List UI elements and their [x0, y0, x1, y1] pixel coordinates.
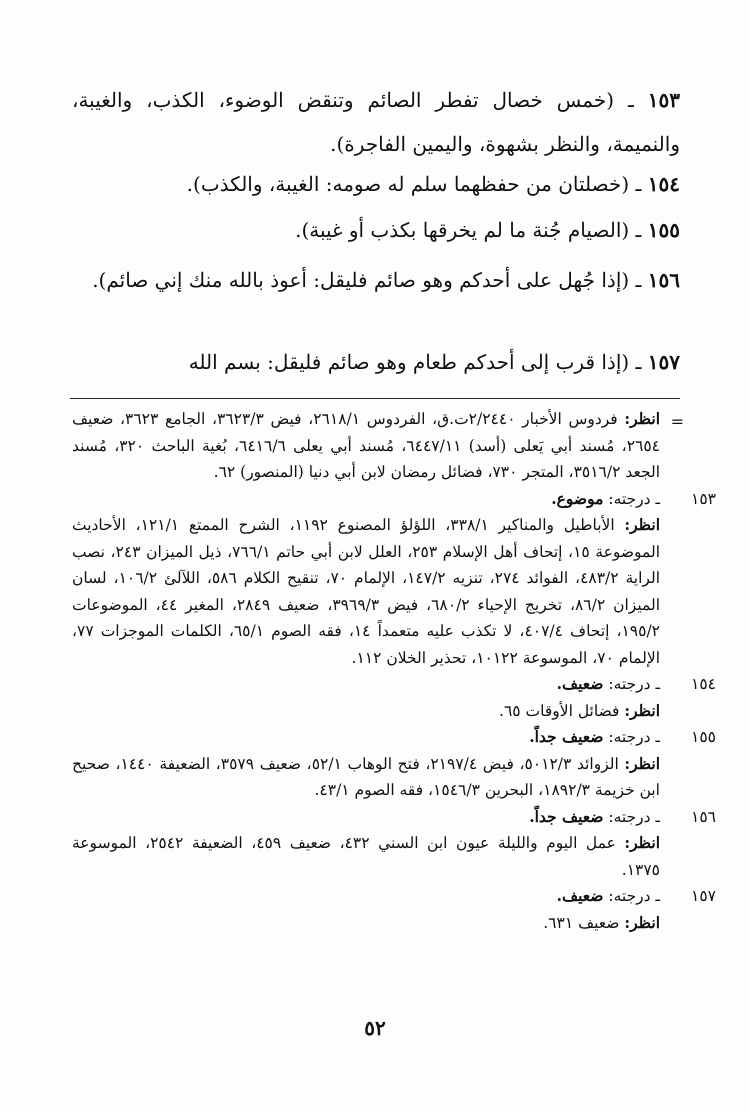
grade-label: ـ درجته: [608, 728, 660, 746]
look-label: انظر: [624, 833, 660, 852]
footnote-number: ١٥٥ [691, 728, 716, 746]
hadith-text: ـ (الصيام جُنة ما لم يخرقها بكذب أو غيبة). [295, 218, 642, 242]
footnote-sources-155 [72, 751, 660, 804]
footnote-sources: الأباطيل والمناكير ٣٣٨/١، اللؤلؤ المصنوع ١١٩٢، الشرح الممتع ١٢١/١، الأحاديث الموضوعة ١٥، إتحاف أهل الإسلام ٢٥٣، العلل لابن أبي حاتم ٧٦٦/١، ذيل الميزان ٢٤٣، نصب الراية ٤٨٣/٢، الفوائد ٢٧٤، تنزيه ١٤٧/٢، الإلمام ٧٠، تنقيح الكلام ٥٨٦، اللآلئ ١٠٦/٢، لسان الميزان ٨٦/٢، تخريج الإحياء ٦٨٠/٢، فيض ٣٩٦٩/٣، ضعيف ٢٨٤٩، المغير ٤٤، الموضوعات ١٩٥/٢، إتحاف ٤٠٧/٤، لا تكذب عليه متعمداً ١٤، فقه الصوم ٦٥/١، الكلمات الموجزات ٧٧، الإلمام ٧٠، الموسوعة ١٠١٢٢، تحذير الخلان ١١٢. [72, 516, 661, 667]
footnote-grade-155 [72, 724, 716, 751]
footnote-grade-153 [72, 486, 716, 513]
look-label: انظر: [624, 515, 660, 534]
footnote-sources: الزوائد ٥٠١٢/٣، فيض ٢١٩٧/٤، فتح الوهاب ٥٢/١، ضعيف ٣٥٧٩، الضعيفة ١٤٤٠، صحيح ابن خزيمة ١٨٩٢/٣، البحرين ١٥٤٦/٣، فقه الصوم ٤٣/١. [72, 754, 660, 799]
page-number: ٥٢ [364, 1016, 386, 1040]
footnote-sources: فضائل الأوقات ٦٥. [499, 701, 620, 720]
hadith-text: ـ (إذا قرب إلى أحدكم طعام وهو صائم فليقل: بسم الله [188, 350, 642, 374]
footnote-grade-154 [72, 671, 716, 698]
look-label: انظر: [624, 409, 660, 428]
footnote-sources: ضعيف ٦٣١. [543, 913, 620, 932]
grade-label: ـ درجته: [608, 489, 660, 508]
grade-label: ـ درجته: [608, 807, 660, 826]
hadith-number: ١٥٣ [647, 88, 680, 112]
footnote-grade-156 [72, 804, 716, 831]
hadith-153 [72, 78, 680, 166]
footnote-sources-153 [72, 512, 660, 671]
grade-label: ـ درجته: [608, 675, 660, 693]
look-label: انظر: [624, 912, 660, 932]
footnote-divider [70, 398, 680, 399]
footnote-continued [72, 406, 660, 486]
footnote-sources: فردوس الأخبار ٢/٢٤٤٠ت.ق، الفردوس ٢٦١٨/١، فيض ٣٦٢٣/٣، الجامع ٣٦٢٣، ضعيف ٢٦٥٤، مُسند أبي يَعلى (أسد) ٦٤٤٧/١١، مُسند أبي يعلى ٦٤١٦/٦، بُغية الباحث ٣٢٠، مُسند الجعد ٣٥١٦/٢، المتجر ٧٣٠، فضائل رمضان لابن أبي دنيا (المنصور) ٦٢. [72, 410, 660, 481]
hadith-text: ـ (خصلتان من حفظهما سلم له صومه: الغيبة، والكذب). [186, 172, 642, 196]
footnote-sources-154 [72, 698, 660, 725]
grade-value: ضعيف. [556, 886, 604, 905]
hadith-text: ـ (إذا جُهل على أحدكم وهو صائم فليقل: أعوذ بالله منك إني صائم). [92, 268, 642, 292]
look-label: انظر: [624, 700, 660, 720]
grade-value: ضعيف جداً. [529, 727, 604, 746]
hadith-number: ١٥٤ [647, 172, 680, 196]
hadith-157 [72, 340, 680, 384]
footnote-continuation-mark: = [670, 412, 684, 431]
hadith-number: ١٥٦ [647, 268, 680, 292]
hadith-number: ١٥٧ [647, 350, 680, 374]
hadith-154 [72, 162, 680, 206]
hadith-155 [72, 208, 680, 252]
footnote-number: ١٥٦ [691, 807, 716, 826]
look-label: انظر: [624, 753, 661, 773]
footnote-number: ١٥٧ [691, 887, 716, 905]
footnote-sources-157 [72, 910, 660, 937]
hadith-156 [72, 258, 680, 302]
hadith-number: ١٥٥ [647, 218, 680, 242]
grade-value: موضوع. [551, 488, 604, 508]
footnote-number: ١٥٤ [691, 675, 716, 693]
footnote-number: ١٥٣ [691, 489, 716, 508]
footnote-sources-156 [72, 830, 660, 883]
grade-value: ضعيف جداً. [529, 806, 604, 826]
grade-value: ضعيف. [556, 674, 604, 693]
footnote-sources: عمل اليوم والليلة عيون ابن السني ٤٣٢، ضعيف ٤٥٩، الضعيفة ٢٥٤٢، الموسوعة ١٣٧٥. [72, 834, 660, 879]
hadith-text: ـ (خمس خصال تفطر الصائم وتنقض الوضوء، الكذب، والغيبة، والنميمة، والنظر بشهوة، واليمين الفاجرة). [72, 88, 680, 156]
footnotes [72, 406, 716, 936]
footnote-grade-157 [72, 883, 716, 910]
grade-label: ـ درجته: [608, 887, 660, 905]
